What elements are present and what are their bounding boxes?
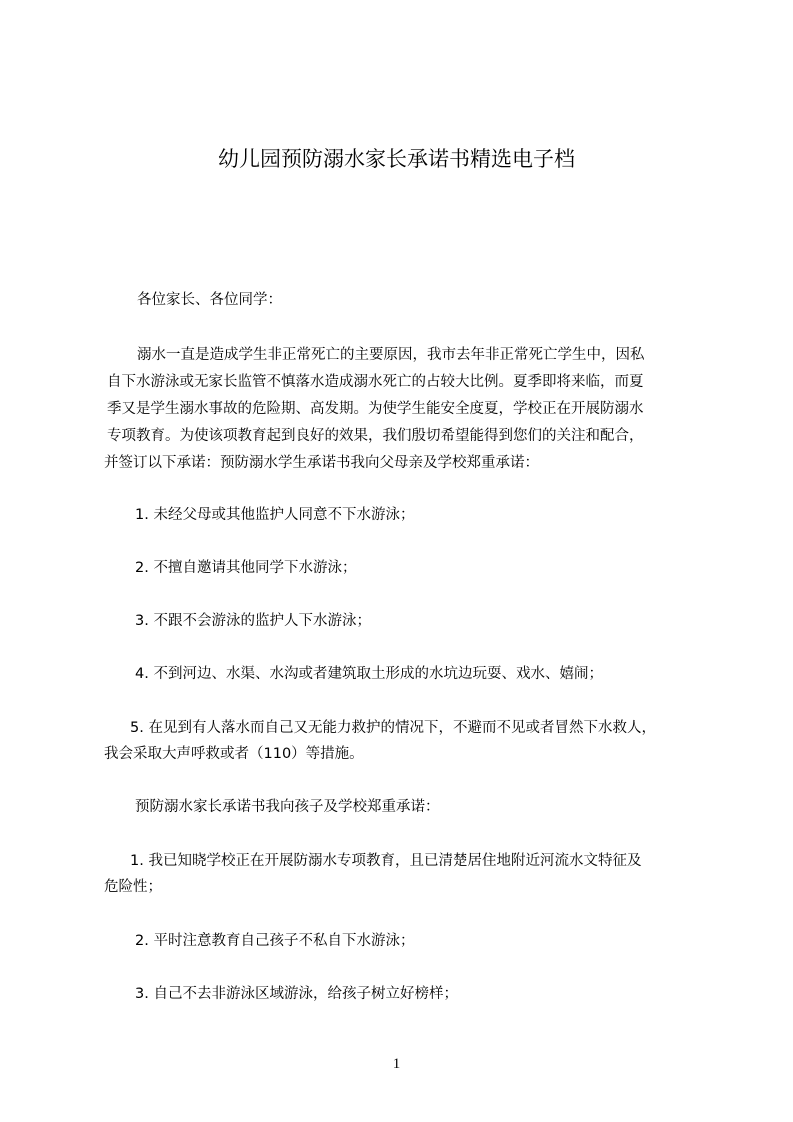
parent-item-continued: 危险性； bbox=[104, 879, 162, 895]
intro-line: 季又是学生溺水事故的危险期、高发期。为使学生能安全度夏，学校正在开展防溺水 bbox=[107, 401, 644, 417]
intro-line: 自下水游泳或无家长监管不慎落水造成溺水死亡的占较大比例。夏季即将来临，而夏 bbox=[107, 374, 644, 390]
intro-line: 并签订以下承诺：预防溺水学生承诺书我向父母亲及学校郑重承诺： bbox=[104, 455, 539, 471]
student-item: 4. 不到河边、水渠、水沟或者建筑取土形成的水坑边玩耍、戏水、嬉闹； bbox=[135, 666, 603, 682]
student-item: 3. 不跟不会游泳的监护人下水游泳； bbox=[135, 613, 371, 629]
parent-item: 2. 平时注意教育自己孩子不私自下水游泳； bbox=[135, 933, 415, 949]
parent-item: 1. 我已知晓学校正在开展防溺水专项教育，且已清楚居住地附近河流水文特征及 bbox=[130, 853, 642, 869]
student-item: 1. 未经父母或其他监护人同意不下水游泳； bbox=[135, 507, 415, 523]
document-title: 幼儿园预防溺水家长承诺书精选电子档 bbox=[218, 147, 575, 171]
intro-line: 溺水一直是造成学生非正常死亡的主要原因，我市去年非正常死亡学生中，因私 bbox=[137, 347, 645, 363]
intro-line: 专项教育。为使该项教育起到良好的效果，我们殷切希望能得到您们的关注和配合， bbox=[107, 428, 644, 444]
page-number: 1 bbox=[392, 1056, 401, 1072]
parent-heading: 预防溺水家长承诺书我向孩子及学校郑重承诺： bbox=[135, 799, 440, 815]
parent-item: 3. 自己不去非游泳区域游泳，给孩子树立好榜样； bbox=[135, 986, 458, 1002]
student-item-continued: 我会采取大声呼救或者（110）等措施。 bbox=[104, 746, 364, 762]
student-item: 5. 在见到有人落水而自己又无能力救护的情况下，不避而不见或者冒然下水救人， bbox=[130, 720, 656, 736]
greeting: 各位家长、各位同学： bbox=[137, 292, 282, 308]
student-item: 2. 不擅自邀请其他同学下水游泳； bbox=[135, 560, 357, 576]
